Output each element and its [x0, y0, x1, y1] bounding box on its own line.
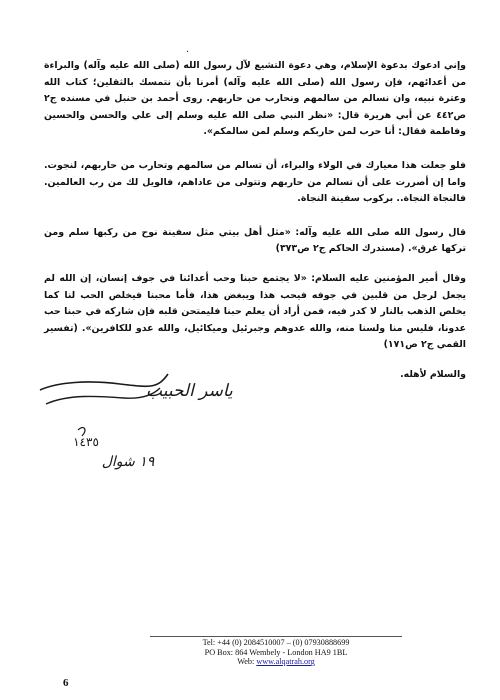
paragraph-3: قال رسول الله صلى الله عليه وآله: «مثل أهل بيتي مثل سفينة نوح من ركبها سلم ومن تركها غرق». (مستدرك الحاكم ج٢ ص٣٧٣)	[44, 226, 466, 255]
footer-web	[150, 657, 402, 667]
page-number: 6	[63, 677, 69, 689]
footer-po-box: PO Box: 864 Wembely - London HA9 1BL	[204, 647, 348, 657]
page-dot: .	[186, 44, 190, 55]
signature-block	[28, 360, 233, 480]
paragraph-1: وإني ادعوك بدعوة الإسلام، وهي دعوة التشيع لآل رسول الله (صلى الله عليه وآله) والبراءة من أعدائهم، فإن رسول الله (صلى الله عليه وآله) أمرنا بأن نتمسك بالثقلين؛ كتاب الله وعترة نبيه، وان نسالم من سالمهم ونحارب من حاربهم. روى أحمد بن حنبل في مسنده ج٢ ص٤٤٢ عن أبي هريرة قال: «نظر النبي صلى الله عليه وسلم إلى علي والحسن والحسين وفاطمة فقال: أنا حرب لمن حاربكم وسلم لمن سالمكم».	[44, 60, 466, 138]
footer-web-link[interactable]: www.alqatrah.org	[256, 657, 315, 667]
paragraph-4: وقال أمير المؤمنين عليه السلام: «لا يجتمع حبنا وحب أعدائنا في جوف إنسان، إن الله لم يجعل لرجل من قلبين في جوفه فيحب هذا ويبغض هذا، فأما محبنا فيخلص الحب لنا كما يخلص الذهب بالنار لا كدر فيه، فمن أراد أن يعلم حبنا فليمتحن قلبه فإن شاركه في حبنا حب عدونا، فليس منا ولسنا منه، والله عدوهم وجبرئيل وميكائيل، والله عدو للكافرين». (تفسير القمي ج٢ ص١٧١)	[44, 272, 466, 351]
closing-salutation: والسلام لأهله.	[400, 368, 466, 380]
footer-web-label: Web:	[237, 657, 257, 667]
signature-date-day: ١٩ شوال	[101, 454, 155, 470]
signature-name: ياسر الحبيب	[146, 381, 233, 401]
letterhead-footer	[150, 638, 402, 667]
signature-date-year: ١٤٣٥	[73, 435, 99, 449]
handwritten-signature	[28, 360, 233, 480]
footer-divider	[150, 636, 402, 637]
footer-telephone: Tel: +44 (0) 2084510007 – (0) 07930888699	[202, 638, 350, 647]
letter-body	[44, 58, 466, 401]
paragraph-2: فلو جعلت هذا معيارك في الولاء والبراء، أن تسالم من سالمهم وتحارب من حاربهم، لنجوت. واما إن أصررت على أن تسالم من حاربهم وتتولى من عاداهم، فالويل لك من رب العالمين. فالنجاة النجاة.. بركوب سفينة النجاة.	[44, 159, 466, 205]
